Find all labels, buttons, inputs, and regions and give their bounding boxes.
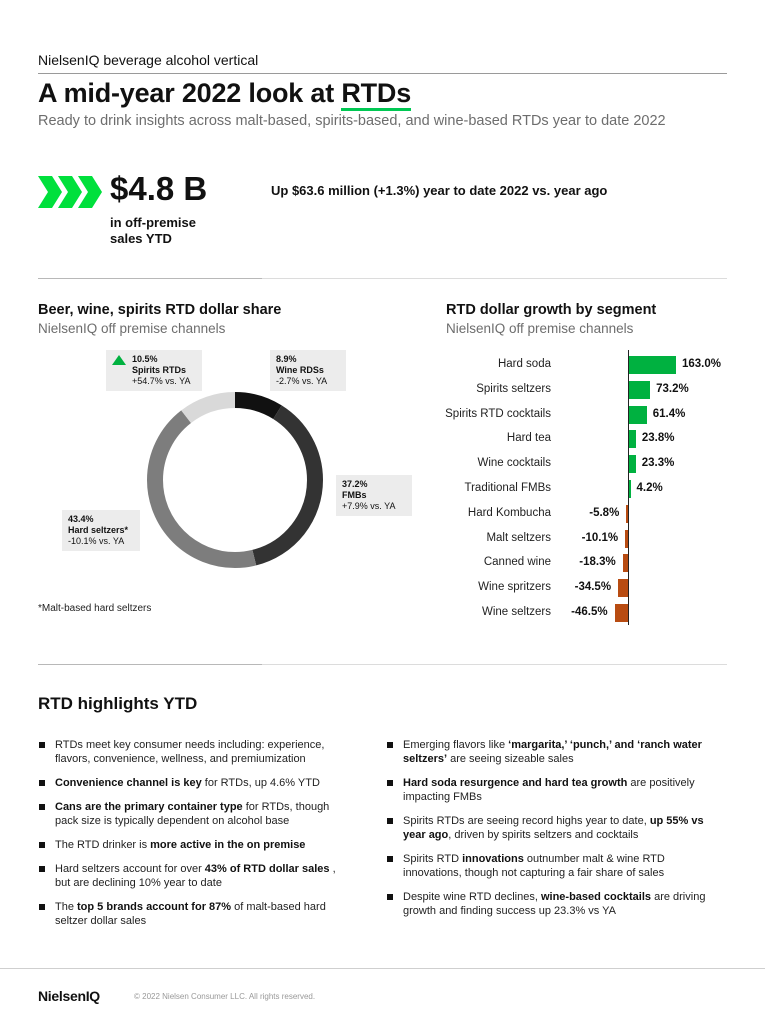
- page-title: [38, 78, 411, 109]
- callout-fmbs-name: FMBs: [342, 490, 367, 500]
- bar-value-label: 163.0%: [682, 358, 722, 370]
- bar-category-label: Spirits seltzers: [476, 382, 551, 395]
- callout-spirits-pct: 10.5%: [132, 354, 158, 364]
- highlight-right-item: Hard soda resurgence and hard tea growth are positively impacting FMBs: [386, 776, 706, 804]
- eyebrow-text: NielsenIQ beverage alcohol vertical: [38, 52, 259, 68]
- growth-title: RTD dollar growth by segment: [446, 302, 657, 318]
- bar-mark: [618, 579, 628, 597]
- bar-value-label: 23.8%: [641, 432, 675, 445]
- highlight-left-item: The top 5 brands account for 87% of malt-based hard seltzer dollar sales: [38, 900, 348, 928]
- donut-footnote: *Malt-based hard seltzers: [38, 603, 152, 614]
- bar-value-label: -5.8%: [589, 506, 620, 519]
- page-subtitle: Ready to drink insights across malt-based, spirits-based, and wine-based RTDs year to date 2022: [38, 113, 666, 129]
- growth-zero-axis: [628, 350, 629, 625]
- footer-divider: [0, 968, 765, 969]
- callout-wine-pct: 8.9%: [276, 354, 297, 364]
- highlight-right-item: Spirits RTD innovations outnumber malt & wine RTD innovations, though not capturing a fair share of sales: [386, 852, 706, 880]
- bar-mark: [623, 554, 628, 572]
- bar-value-label: 23.3%: [641, 457, 675, 470]
- bar-category-label: Hard Kombucha: [467, 506, 551, 519]
- kpi-change: Up $63.6 million (+1.3%) year to date 2022 vs. year ago: [271, 183, 608, 198]
- section-divider-right: [262, 278, 727, 279]
- highlights-title: RTD highlights YTD: [38, 694, 198, 713]
- highlight-left-item: Hard seltzers account for over 43% of RTD dollar sales , but are declining 10% year to date: [38, 862, 348, 890]
- bar-category-label: Hard soda: [497, 358, 551, 370]
- callout-spirits-change: +54.7% vs. YA: [132, 376, 191, 386]
- bar-category-label: Wine seltzers: [481, 606, 551, 618]
- bar-mark: [629, 381, 650, 399]
- growth-subtitle: NielsenIQ off premise channels: [446, 321, 634, 336]
- triple-arrow-icon: [38, 176, 102, 208]
- section-divider-left-2: [38, 664, 262, 665]
- highlight-left-item: Convenience channel is key for RTDs, up 4.6% YTD: [38, 776, 348, 790]
- kpi-subtext: in off-premise sales YTD: [110, 215, 196, 246]
- donut-chart: [140, 385, 330, 575]
- bar-category-label: Canned wine: [483, 556, 551, 569]
- triangle-up-icon: [112, 355, 126, 365]
- copyright-text: © 2022 Nielsen Consumer LLC. All rights reserved.: [134, 992, 316, 1001]
- bar-category-label: Traditional FMBs: [464, 482, 551, 494]
- bar-mark: [629, 455, 636, 473]
- bar-mark: [626, 505, 628, 523]
- brand-logo: NielsenIQ: [38, 988, 100, 1004]
- bar-value-label: 61.4%: [652, 407, 686, 420]
- callout-seltzers: [62, 510, 140, 551]
- bar-mark: [629, 480, 631, 498]
- highlight-left-item: Cans are the primary container type for RTDs, though pack size is typically dependent on alcohol base: [38, 800, 348, 828]
- donut-subtitle: NielsenIQ off premise channels: [38, 321, 226, 336]
- bar-mark: [625, 530, 628, 548]
- bar-value-label: -18.3%: [579, 556, 616, 569]
- bar-value-label: 73.2%: [656, 382, 689, 395]
- callout-spirits: [106, 350, 202, 391]
- bar-category-label: Hard tea: [506, 432, 551, 445]
- title-prefix: A mid-year 2022 look at: [38, 78, 342, 108]
- bar-value-label: 4.2%: [636, 482, 663, 494]
- highlight-right-item: Spirits RTDs are seeing record highs year to date, up 55% vs year ago, driven by spirits seltzers and cocktails: [386, 814, 706, 842]
- bar-category-label: Malt seltzers: [486, 531, 551, 544]
- kpi-value: $4.8 B: [110, 170, 208, 207]
- section-divider-left: [38, 278, 262, 279]
- callout-seltzers-name: Hard seltzers*: [68, 525, 129, 535]
- callout-seltzers-change: -10.1% vs. YA: [68, 536, 125, 546]
- highlight-right-item: Despite wine RTD declines, wine-based cocktails are driving growth and finding success up 23.3% vs YA: [386, 890, 706, 918]
- callout-seltzers-pct: 43.4%: [68, 514, 94, 524]
- callout-fmbs-pct: 37.2%: [342, 479, 368, 489]
- section-divider-right-2: [262, 664, 727, 665]
- bar-category-label: Spirits RTD cocktails: [445, 407, 551, 420]
- bar-value-label: -46.5%: [571, 606, 608, 618]
- bar-mark: [629, 406, 647, 424]
- bar-category-label: Wine spritzers: [478, 581, 551, 594]
- highlight-right-item: Emerging flavors like ‘margarita,’ ‘punch,’ and ‘ranch water seltzers’ are seeing sizeable sales: [386, 738, 706, 766]
- callout-fmbs: [336, 475, 412, 516]
- bar-mark: [629, 356, 676, 374]
- bar-category-label: Wine cocktails: [477, 457, 551, 470]
- header-divider: [38, 73, 727, 74]
- highlights-left-list: [38, 738, 348, 938]
- bar-value-label: -34.5%: [574, 581, 612, 594]
- bar-value-label: -10.1%: [581, 531, 619, 544]
- highlights-right-list: [386, 738, 706, 928]
- callout-wine-name: Wine RDSs: [276, 365, 324, 375]
- callout-wine-change: -2.7% vs. YA: [276, 376, 328, 386]
- title-highlight: RTDs: [341, 78, 411, 111]
- callout-fmbs-change: +7.9% vs. YA: [342, 501, 396, 511]
- donut-title: Beer, wine, spirits RTD dollar share: [38, 302, 282, 318]
- bar-mark: [615, 604, 628, 622]
- highlight-left-item: The RTD drinker is more active in the on premise: [38, 838, 348, 852]
- highlight-left-item: RTDs meet key consumer needs including: experience, flavors, convenience, wellness, and premiumization: [38, 738, 348, 766]
- callout-wine: [270, 350, 346, 391]
- bar-mark: [629, 430, 636, 448]
- callout-spirits-name: Spirits RTDs: [132, 365, 187, 375]
